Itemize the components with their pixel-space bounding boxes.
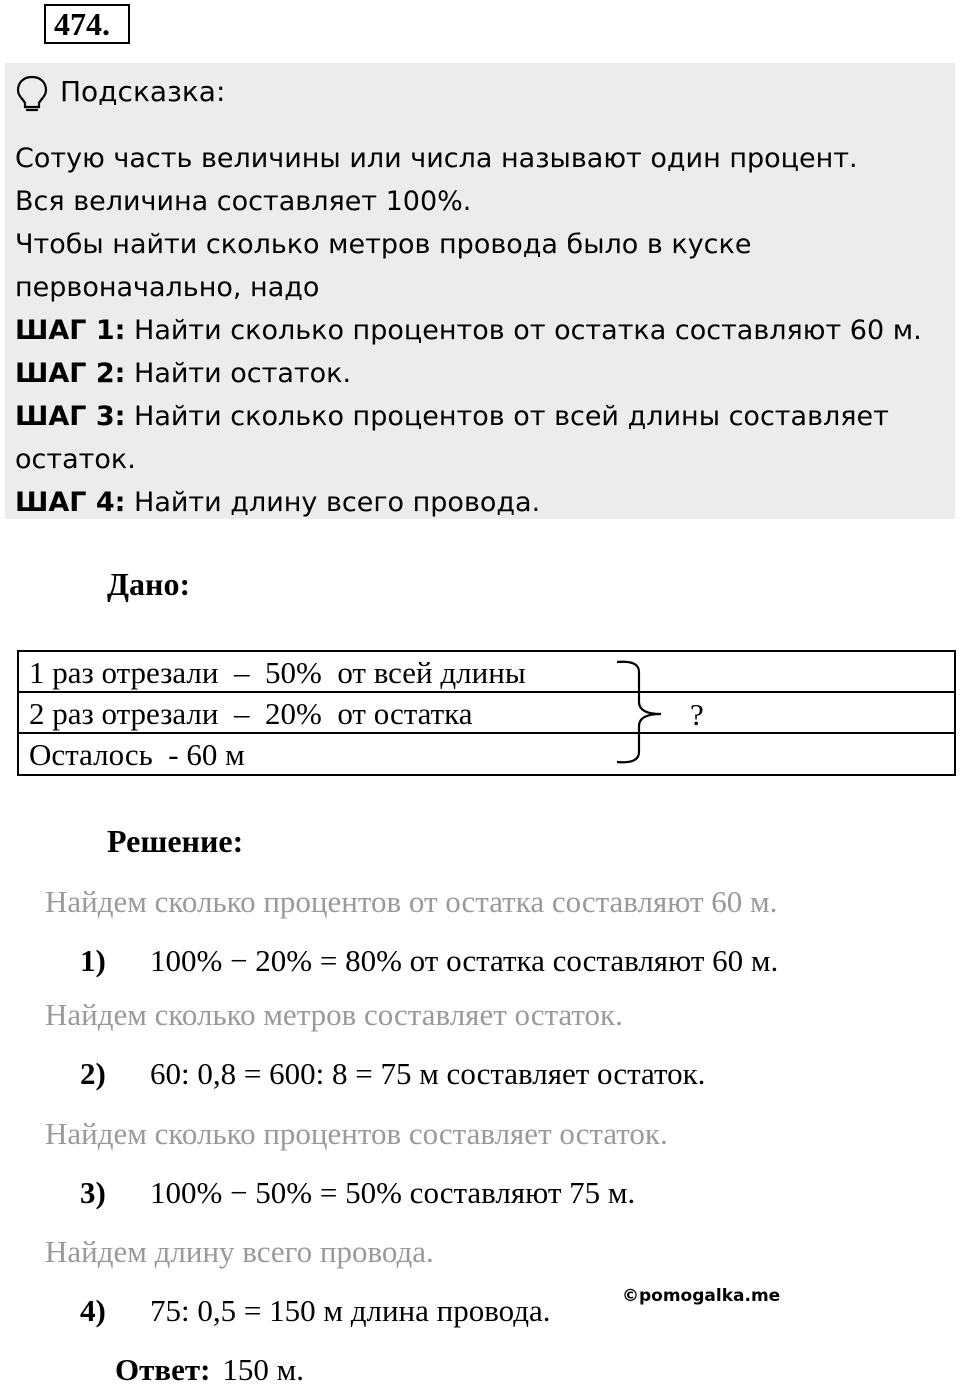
given-table: [17, 650, 956, 776]
hint-line: Сотую часть величины или числа называют один процент.: [15, 143, 858, 174]
hint-line: ШАГ 3: Найти сколько процентов от всей длины составляет: [15, 401, 889, 432]
hint-line: остаток.: [15, 444, 136, 475]
step-comment: Найдем длину всего провода.: [45, 1234, 434, 1269]
solution-step: 4) 75: 0,5 = 150 м длина провода.: [80, 1293, 551, 1328]
hint-line: Вся величина составляет 100%.: [15, 186, 472, 217]
given-row: 2 раз отрезали – 20% от остатка: [19, 693, 954, 734]
step-comment: Найдем сколько метров составляет остаток.: [45, 997, 623, 1032]
task-number: 474.: [44, 4, 130, 44]
question-mark: ?: [690, 697, 704, 732]
step-comment: Найдем сколько процентов от остатка составляют 60 м.: [45, 884, 778, 919]
solution-step: 2) 60: 0,8 = 600: 8 = 75 м составляет остаток.: [80, 1056, 706, 1091]
watermark: ©pomogalka.me: [622, 1286, 781, 1306]
hint-title: Подсказка:: [60, 75, 226, 108]
given-row: Осталось - 60 м: [29, 737, 245, 772]
given-row: 1 раз отрезали – 50% от всей длины: [19, 652, 954, 693]
given-heading: Дано:: [107, 566, 191, 602]
answer: Ответ: 150 м.: [115, 1352, 305, 1387]
hint-line: ШАГ 4: Найти длину всего провода.: [15, 487, 541, 518]
step-comment: Найдем сколько процентов составляет остаток.: [45, 1116, 668, 1151]
solution-step: 3) 100% − 50% = 50% составляют 75 м.: [80, 1175, 636, 1210]
solution-step: 1) 100% − 20% = 80% от остатка составляют 60 м.: [80, 943, 779, 978]
hint-line: Чтобы найти сколько метров провода было в куске: [15, 229, 752, 260]
curly-brace: [615, 658, 675, 768]
hint-line: первоначально, надо: [15, 272, 320, 303]
lightbulb-icon: [15, 74, 49, 114]
hint-text: [15, 137, 922, 524]
hint-line: ШАГ 1: Найти сколько процентов от остатка составляют 60 м.: [15, 315, 922, 346]
hint-line: ШАГ 2: Найти остаток.: [15, 358, 352, 389]
solution-heading: Решение:: [107, 823, 244, 859]
